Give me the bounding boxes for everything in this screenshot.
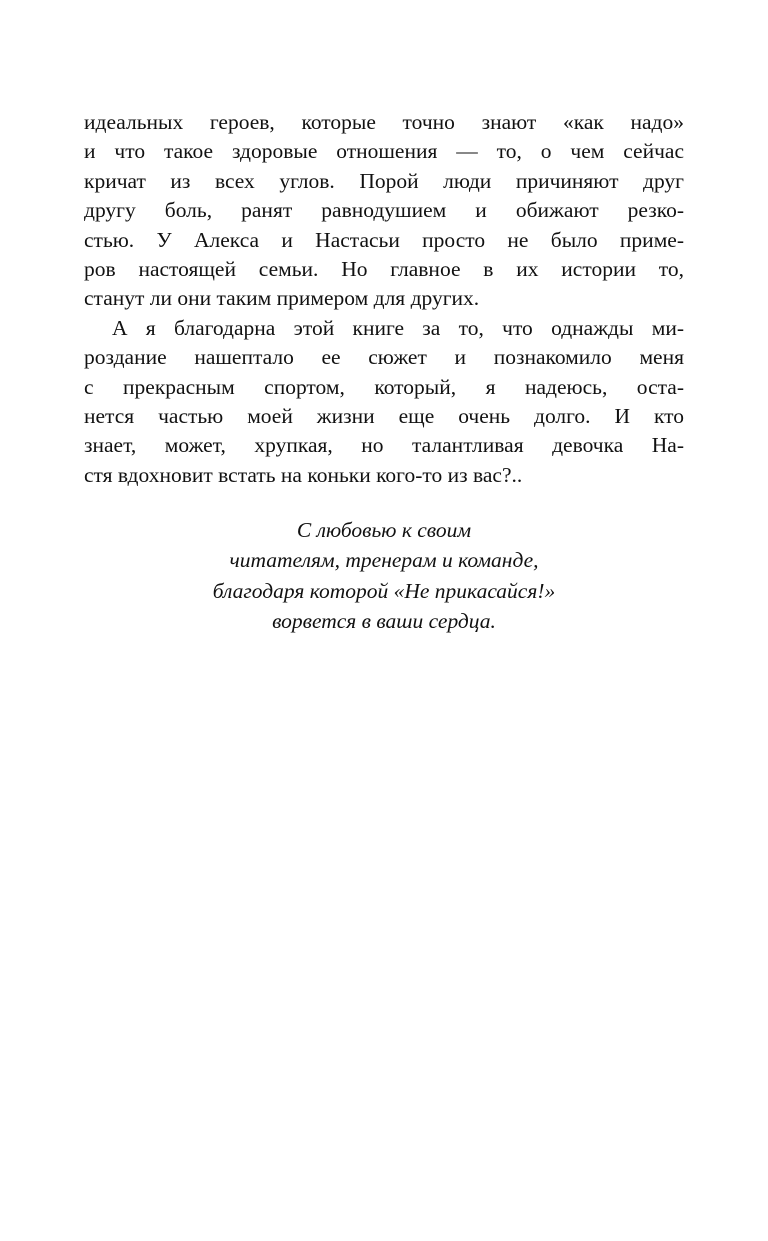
text-line: с прекрасным спортом, который, я надеюсь, оста- (84, 374, 684, 399)
text-line: стью. У Алекса и Настасьи просто не было приме- (84, 227, 684, 252)
text-line: нется частью моей жизни еще очень долго. И кто (84, 403, 684, 428)
dedication-line: С любовью к своим (296, 518, 472, 542)
body-text (84, 108, 684, 490)
text-line: и что такое здоровые отношения — то, о чем сейчас (84, 139, 684, 164)
text-line: стя вдохновит встать на коньки кого-то из вас?.. (84, 462, 523, 487)
text-line: станут ли они таким примером для других. (84, 286, 480, 311)
dedication (84, 515, 684, 637)
text-line: знает, может, хрупкая, но талантливая девочка На- (84, 433, 684, 458)
paragraph-1 (84, 108, 684, 314)
paragraph-2 (84, 314, 684, 490)
dedication-line: благодаря которой «Не прикасайся!» (212, 578, 556, 603)
dedication-line: читателям, тренерам и команде, (229, 548, 539, 573)
text-line: А я благодарна этой книге за то, что однажды ми- (112, 315, 684, 340)
text-line: ров настоящей семьи. Но главное в их истории то, (84, 256, 684, 281)
text-line: кричат из всех углов. Порой люди причиняют друг (84, 168, 684, 193)
dedication-line: ворвется в ваши сердца. (272, 609, 496, 634)
text-line: другу боль, ранят равнодушием и обижают резко- (84, 198, 684, 223)
text-line: идеальных героев, которые точно знают «как надо» (84, 110, 684, 134)
text-line: роздание нашептало ее сюжет и познакомило меня (84, 345, 684, 370)
